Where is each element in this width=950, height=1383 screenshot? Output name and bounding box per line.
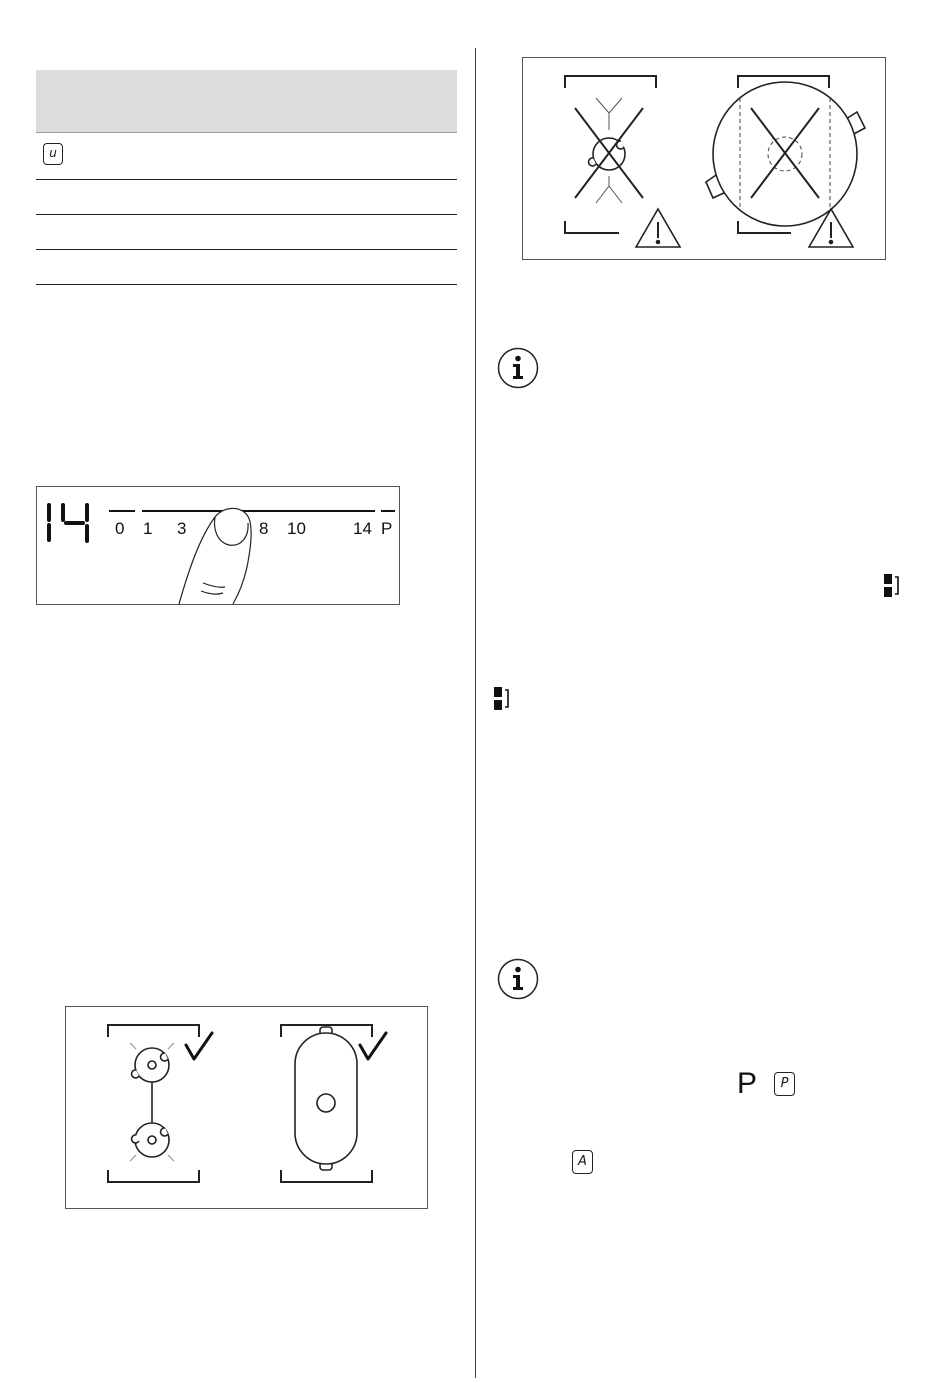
scale-label: P [381, 519, 393, 538]
table-header [36, 70, 457, 132]
warning-triangle-icon [636, 209, 680, 247]
info-icon [497, 958, 539, 1000]
cooking-zone-bracket [565, 221, 619, 233]
table-rule [36, 179, 457, 180]
correct-cookware-illustration [65, 1006, 428, 1209]
power-boost-symbol: P [737, 1067, 758, 1100]
on-off-key-icon: u [43, 143, 63, 165]
auto-indicator-icon: A [572, 1150, 593, 1174]
cookware-indicator-icon [493, 686, 511, 712]
scale-label: 3 [177, 519, 187, 538]
slider-display-illustration [36, 486, 400, 605]
cooking-zone-bracket [108, 1025, 199, 1037]
table-rule [36, 249, 457, 250]
small-pan-pair [132, 1048, 169, 1157]
cooking-zone-bracket [281, 1170, 372, 1182]
info-icon [497, 347, 539, 389]
finger-icon [179, 508, 251, 604]
scale-label: 0 [115, 519, 125, 538]
segment-digit-4 [63, 505, 87, 541]
table-rule [36, 214, 457, 215]
incorrect-cookware-illustration [522, 57, 886, 260]
scale-label: 1 [143, 519, 153, 538]
oval-pan [295, 1027, 357, 1170]
small-pan [589, 138, 625, 170]
power-boost-indicator-icon: P [774, 1072, 795, 1096]
table-rule [36, 132, 457, 133]
scale-label: 14 [353, 519, 372, 538]
cooking-zone-bracket [565, 76, 656, 88]
cooking-zone-bracket [108, 1170, 199, 1182]
scale-label: 8 [259, 519, 269, 538]
table-rule [36, 284, 457, 285]
cookware-indicator-icon [883, 573, 901, 599]
scale-label: 10 [287, 519, 306, 538]
column-divider [475, 48, 476, 1378]
